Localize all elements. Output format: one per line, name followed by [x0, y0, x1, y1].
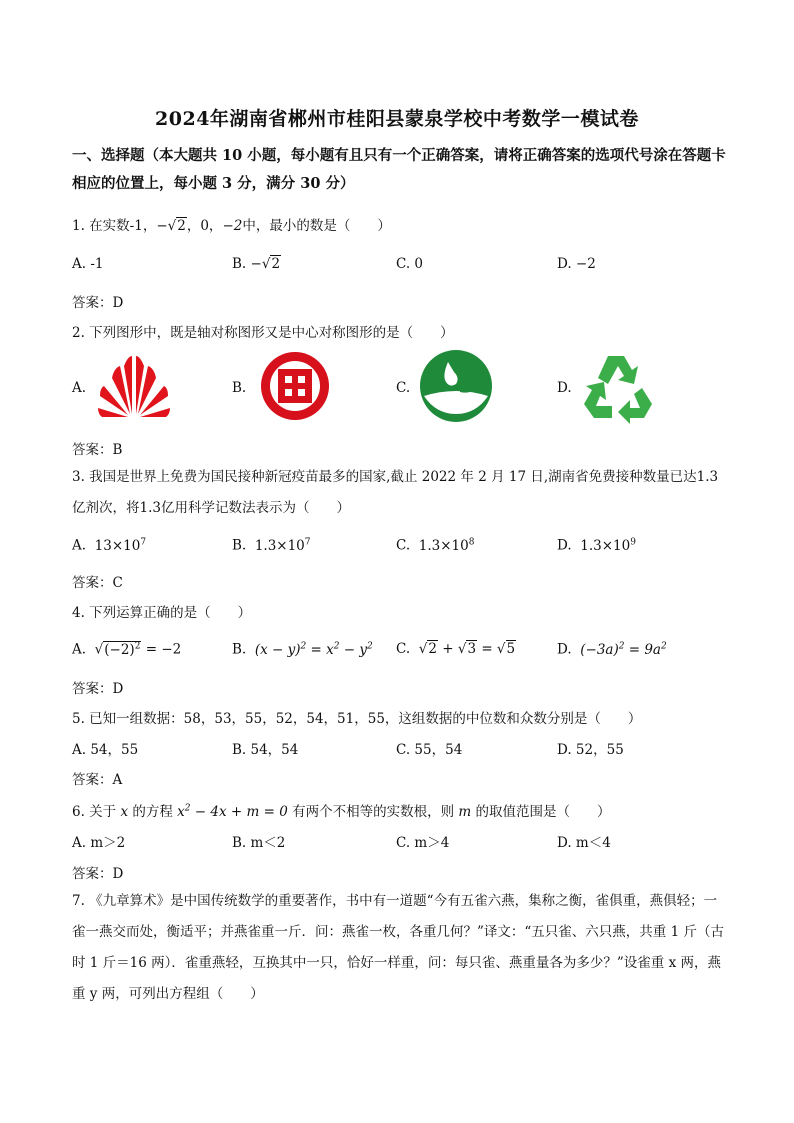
- q1-stem-a: 1. 在实数-1，: [72, 218, 157, 234]
- q2-label-a: A.: [72, 380, 87, 396]
- q6-option-b: B. m＜2: [232, 835, 286, 851]
- question-6: 6. 关于 x 的方程 $x^2 - 4x + m = 0$ 有两个不相等的实数根，则 m 的取值范围是（ ）: [72, 803, 611, 820]
- q2-label-b: B.: [232, 380, 247, 396]
- q6-option-d: D. m＜4: [557, 835, 611, 851]
- q3-option-c: C. $1.3\times 10^8$: [396, 537, 475, 554]
- question-3: 3. 我国是世界上免费为国民接种新冠疫苗最多的国家,截止 2022 年 2 月 17 日,湖南省免费接种数量已达1.3 亿剂次，将1.3亿用科学记数法表示为（ ）: [72, 469, 719, 516]
- q5-option-b: B. 54，54: [232, 742, 299, 758]
- q4-answer: 答案：D: [72, 681, 124, 697]
- water-drop-logo-icon: [416, 348, 496, 424]
- q3-answer: 答案：C: [72, 575, 123, 591]
- q3-option-a: A. $13\times 10^7$: [72, 537, 147, 554]
- question-7: 7. 《九章算术》是中国传统数学的重要著作，书中有一道题“今有五雀六燕，集称之衡，雀俱重，燕俱轻；一雀一燕交而处，衡适平；并燕雀重一斤．问：燕雀一枚，各重几何？”译文：“五只雀、六只燕，共重 1 斤（古时 1 斤＝16 两）．雀重燕轻，互换其中一只，恰好一样重，问：每只雀、燕重量各为多少？”设雀重 x 两，燕重 y 两，可列出方程组（ ）: [72, 893, 724, 1002]
- q2-answer: 答案：B: [72, 442, 123, 458]
- q5-option-a: A. 54，55: [72, 742, 139, 758]
- q1-stem-c: 中，最小的数是（ ）: [242, 218, 391, 234]
- q5-option-d: D. 52，55: [557, 742, 624, 758]
- q1-option-b: B. −√2: [232, 256, 281, 272]
- q6-answer: 答案：D: [72, 866, 124, 882]
- neg-sqrt2: −√2: [156, 218, 186, 234]
- q3-option-d: D. $1.3\times 10^9$: [557, 537, 636, 554]
- q1-stem-b: ，0，: [186, 218, 223, 234]
- huawei-logo-icon: [94, 348, 174, 424]
- q4-option-b: B. $(x - y)^2 = x^2 - y^2$: [232, 641, 373, 658]
- q1-option-a: A. -1: [72, 256, 104, 272]
- q6-option-a: A. m＞2: [72, 835, 126, 851]
- q1-option-c: C. 0: [396, 256, 424, 272]
- question-5: 5. 已知一组数据：58，53，55，52，54，51，55，这组数据的中位数和众数分别是（ ）: [72, 711, 642, 727]
- neg-2: −2: [222, 218, 243, 234]
- question-1: [72, 214, 391, 234]
- question-4: 4. 下列运算正确的是（ ）: [72, 605, 252, 621]
- q2-label-c: C.: [396, 380, 411, 396]
- section-heading: 一、选择题（本大题共 10 小题，每小题有且只有一个正确答案，请将正确答案的选项代号涂在答题卡相应的位置上，每小题 3 分，满分 30 分）: [72, 147, 726, 192]
- q2-label-d: D.: [557, 380, 572, 396]
- q4-option-a: A. $√(-2)^2 = -2$: [72, 641, 182, 658]
- q4-option-c: C. √2 + √3 = √5: [396, 641, 516, 657]
- question-2: 2. 下列图形中，既是轴对称图形又是中心对称图形的是（ ）: [72, 325, 454, 341]
- q1-option-d: D. −2: [557, 256, 596, 272]
- q5-answer: 答案：A: [72, 772, 123, 788]
- icbc-logo-icon: [255, 348, 335, 424]
- page-title: 2024年湖南省郴州市桂阳县蒙泉学校中考数学一模试卷: [155, 108, 639, 130]
- q4-option-d: D. $(-3a)^2 = 9a^2$: [557, 641, 667, 658]
- q6-option-c: C. m＞4: [396, 835, 450, 851]
- recycle-logo-icon: [578, 348, 658, 424]
- q1-answer: 答案：D: [72, 295, 124, 311]
- q5-option-c: C. 55，54: [396, 742, 463, 758]
- q3-option-b: B. $1.3\times 10^7$: [232, 537, 311, 554]
